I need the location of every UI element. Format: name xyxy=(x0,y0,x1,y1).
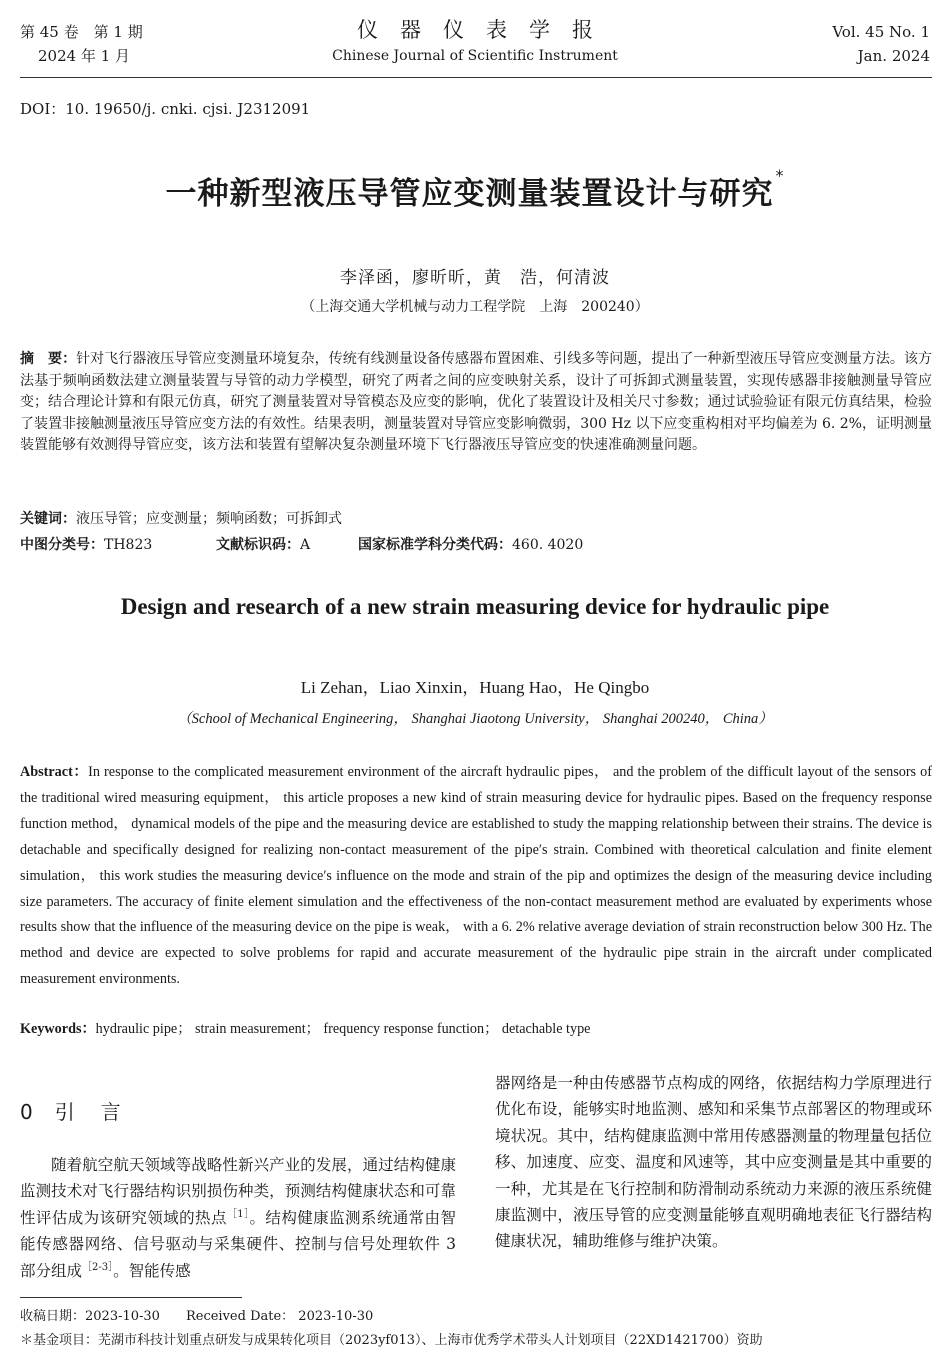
paper-title-cn xyxy=(0,168,950,213)
doi: DOI：10. 19650/j. cnki. cjsi. J2312091 xyxy=(20,100,311,118)
journal-title-en: Chinese Journal of Scientific Instrument xyxy=(332,48,618,64)
abstract-cn xyxy=(20,349,932,457)
authors-cn: 李泽函，廖昕昕，黄 浩，何清波 xyxy=(340,268,610,288)
abstract-en xyxy=(20,760,932,993)
body-left-b: 。结构健康监测系统通常由智能传感器网络、信号驱动与采集硬件、控制与信号处理软件 3 部分组成 xyxy=(20,1208,456,1280)
body-left-column xyxy=(20,1152,456,1284)
header-divider xyxy=(20,77,932,78)
keywords-en xyxy=(20,1018,932,1038)
doc-value: A xyxy=(300,537,311,553)
keywords-cn-label: 关键词： xyxy=(20,511,76,527)
date-cn: 2024 年 1 月 xyxy=(38,47,131,65)
paper-title-cn-text: 一种新型液压导管应变测量装置设计与研究 xyxy=(165,176,774,212)
keywords-cn-text: 液压导管；应变测量；频响函数；可拆卸式 xyxy=(76,511,342,527)
clc-code xyxy=(20,534,216,554)
body-left-c: 。智能传感 xyxy=(113,1261,191,1280)
received-date-cn: 收稿日期：2023-10-30 xyxy=(20,1309,160,1324)
body-right-column: 器网络是一种由传感器节点构成的网络，依据结构力学原理进行优化布设，能够实时地监测、感知和采集节点部署区的物理或环境状况。其中，结构健康监测中常用传感器测量的物理量包括位移、加速度、应变、温度和风速等，其中应变测量是其中重要的一种，尤其是在飞行控制和防滑制动系统动力来源的液压系统健康监测中，液压导管的应变测量能够直观明确地表征飞行器结构健康状况，辅助维修与维护决策。 xyxy=(495,1074,932,1251)
section-number: 0 xyxy=(20,1100,33,1124)
fund-mark: * xyxy=(775,166,785,185)
date-en: Jan. 2024 xyxy=(857,47,930,65)
classification-row xyxy=(20,534,932,554)
citation-1[interactable]: ［1］ xyxy=(226,1208,250,1220)
footnote-divider xyxy=(20,1297,242,1298)
header-center xyxy=(0,16,950,66)
doc-label: 文献标识码： xyxy=(216,537,300,553)
keywords-cn xyxy=(20,508,932,528)
body-left-a: 随着航空航天领域等战略性新兴产业的发展，通过结构健康监测技术对飞行器结构识别损伤种类，预测结构健康状态和可靠性评估成为该研究领域的热点 xyxy=(20,1156,456,1227)
abstract-cn-text: 针对飞行器液压导管应变测量环境复杂，传统有线测量设备传感器布置困难、引线多等问题，提出了一种新型液压导管应变测量方法。该方法基于频响函数法建立测量装置与导管的动力学模型，研究了两者之间的应变映射关系，设计了可拆卸式测量装置，实现传感器非接触测量导管应变；结合理论计算和有限元仿真，研究了测量装置对导管模态及应变的影响，优化了装置设计及相关尺寸参数；通过试验验证有限元仿真结果，检验了装置非接触测量液压导管应变方法的有效性。结果表明，测量装置对导管应变影响微弱，300 Hz 以下应变重构相对平均偏差为 6. 2%，证明测量装置能够有效测得导管应变，该方法和装置有望解决复杂测量环境下飞行器液压导管应变的快速准确测量问题。 xyxy=(20,351,932,453)
header-right xyxy=(832,22,930,66)
doc-code xyxy=(216,534,358,554)
fund-footnote: ＊基金项目：芜湖市科技计划重点研发与成果转化项目（2023yf013）、上海市优秀学术带头人计划项目（22XD1421700）资助 xyxy=(20,1333,763,1348)
section-title: 引言 xyxy=(54,1100,147,1124)
clc-label: 中图分类号： xyxy=(20,537,104,553)
std-code xyxy=(358,534,583,554)
received-date xyxy=(20,1305,373,1324)
keywords-en-text: hydraulic pipe； strain measurement； frequency response function； detachable type xyxy=(95,1021,591,1037)
abstract-en-text: In response to the complicated measurement environment of the aircraft hydraulic pipes， and the problem of the difficult layout of the sensors of the traditional wired measuring equipment， this article proposes a new kind of strain measuring device for hydraulic pipes. Based on the frequency response function method， dynamical models of the pipe and the measuring device are established to study the mapping relationship between their strains. The device is detachable and specifically designed for realizing non-contact measurement of the pipe′s strain. Combined with theoretical calculation and finite element simulation， this work studies the measuring device′s influence on the mode and strain of the pip and optimizes the design of the measuring device including size parameters. The accuracy of finite element simulation and the effectiveness of the non-contact measurement method are evaluated by experiments whose results show that the influence of the measuring device on the pipe is weak， with a 6. 2% relative average deviation of strain reconstruction below 300 Hz. The method and device are expected to solve problems for rapid and accurate measurement of the hydraulic pipe strain in the aircraft under complicated measurement environments. xyxy=(20,764,932,988)
affiliation-cn: （上海交通大学机械与动力工程学院 上海 200240） xyxy=(301,299,649,315)
volume-issue-cn: 第 45 卷 第 1 期 xyxy=(20,23,143,41)
std-label: 国家标准学科分类代码： xyxy=(358,537,512,553)
abstract-cn-label: 摘 要： xyxy=(20,351,77,367)
received-date-en: Received Date： 2023-10-30 xyxy=(185,1309,374,1324)
std-value: 460. 4020 xyxy=(512,537,584,553)
volume-issue-en: Vol. 45 No. 1 xyxy=(832,23,930,41)
clc-value: TH823 xyxy=(104,537,153,553)
keywords-en-label: Keywords： xyxy=(20,1021,96,1037)
affiliation-en: （School of Mechanical Engineering， Shanghai Jiaotong University， Shanghai 200240， China） xyxy=(177,711,773,727)
abstract-en-label: Abstract： xyxy=(20,764,89,780)
citation-2-3[interactable]: ［2-3］ xyxy=(82,1261,114,1273)
authors-en: Li Zehan，Liao Xinxin，Huang Hao，He Qingbo xyxy=(300,678,650,697)
section-heading xyxy=(20,1096,147,1125)
journal-title-cn: 仪器仪表学报 xyxy=(357,18,615,42)
paper-title-en: Design and research of a new strain measuring device for hydraulic pipe xyxy=(120,594,830,619)
